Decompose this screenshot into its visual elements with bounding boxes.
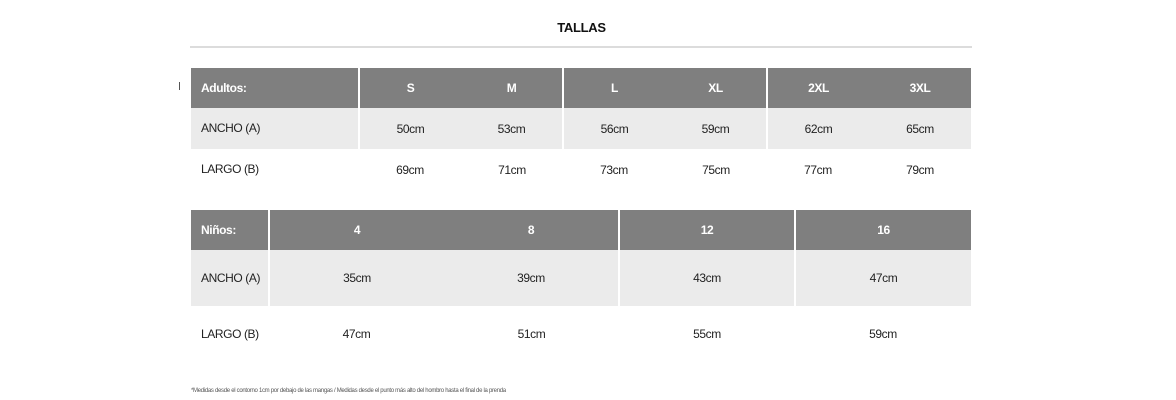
table-cell: 50cm bbox=[359, 108, 461, 149]
table-cell: 77cm bbox=[804, 162, 832, 177]
table-cell: 59cm bbox=[665, 108, 767, 149]
size-header-3xl: 3XL bbox=[869, 68, 971, 108]
size-header-12: 12 bbox=[619, 210, 795, 250]
table-cell: 59cm bbox=[869, 327, 897, 341]
table-cell: 69cm bbox=[396, 162, 424, 177]
size-header-m: M bbox=[461, 68, 563, 108]
table-cell: 43cm bbox=[619, 250, 795, 306]
footnote: *Medidas desde el contorno 1cm por debajo de las mangas / Medidas desde el punto más alto del hombro hasta el final de la prenda bbox=[191, 388, 506, 394]
kids-size-table bbox=[191, 210, 971, 362]
title-divider bbox=[190, 46, 972, 48]
row-label: LARGO (B) bbox=[201, 162, 259, 176]
table-cell: 73cm bbox=[600, 162, 628, 177]
table-cell: 79cm bbox=[906, 162, 934, 177]
table-cell: 55cm bbox=[693, 327, 721, 341]
adult-header-row bbox=[191, 68, 971, 108]
table-cell: 51cm bbox=[517, 327, 546, 341]
kids-header-row bbox=[191, 210, 971, 250]
table-cell: 47cm bbox=[795, 250, 971, 306]
kids-header-label: Niños: bbox=[191, 210, 269, 250]
table-row bbox=[191, 250, 971, 306]
table-cell: 35cm bbox=[269, 250, 444, 306]
margin-mark bbox=[179, 82, 180, 90]
table-cell: 65cm bbox=[869, 108, 971, 149]
table-cell: 47cm bbox=[342, 327, 371, 341]
size-header-xl: XL bbox=[665, 68, 767, 108]
table-cell: 71cm bbox=[498, 162, 526, 177]
table-cell: 75cm bbox=[702, 162, 730, 177]
table-row bbox=[191, 149, 971, 190]
table-cell: 39cm bbox=[444, 250, 619, 306]
size-header-4: 4 bbox=[269, 210, 444, 250]
adult-size-table bbox=[191, 68, 971, 190]
row-label: ANCHO (A) bbox=[191, 250, 269, 306]
table-cell: 62cm bbox=[767, 108, 869, 149]
table-cell: 53cm bbox=[461, 108, 563, 149]
adult-header-label: Adultos: bbox=[191, 68, 359, 108]
size-header-2xl: 2XL bbox=[767, 68, 869, 108]
size-header-8: 8 bbox=[444, 210, 619, 250]
size-header-16: 16 bbox=[795, 210, 971, 250]
row-label: ANCHO (A) bbox=[191, 108, 359, 149]
table-cell: 56cm bbox=[563, 108, 665, 149]
row-label: LARGO (B) bbox=[201, 326, 259, 341]
table-row bbox=[191, 306, 971, 362]
table-row bbox=[191, 108, 971, 149]
size-header-l: L bbox=[563, 68, 665, 108]
size-header-s: S bbox=[359, 68, 461, 108]
page-title: TALLAS bbox=[557, 20, 606, 35]
